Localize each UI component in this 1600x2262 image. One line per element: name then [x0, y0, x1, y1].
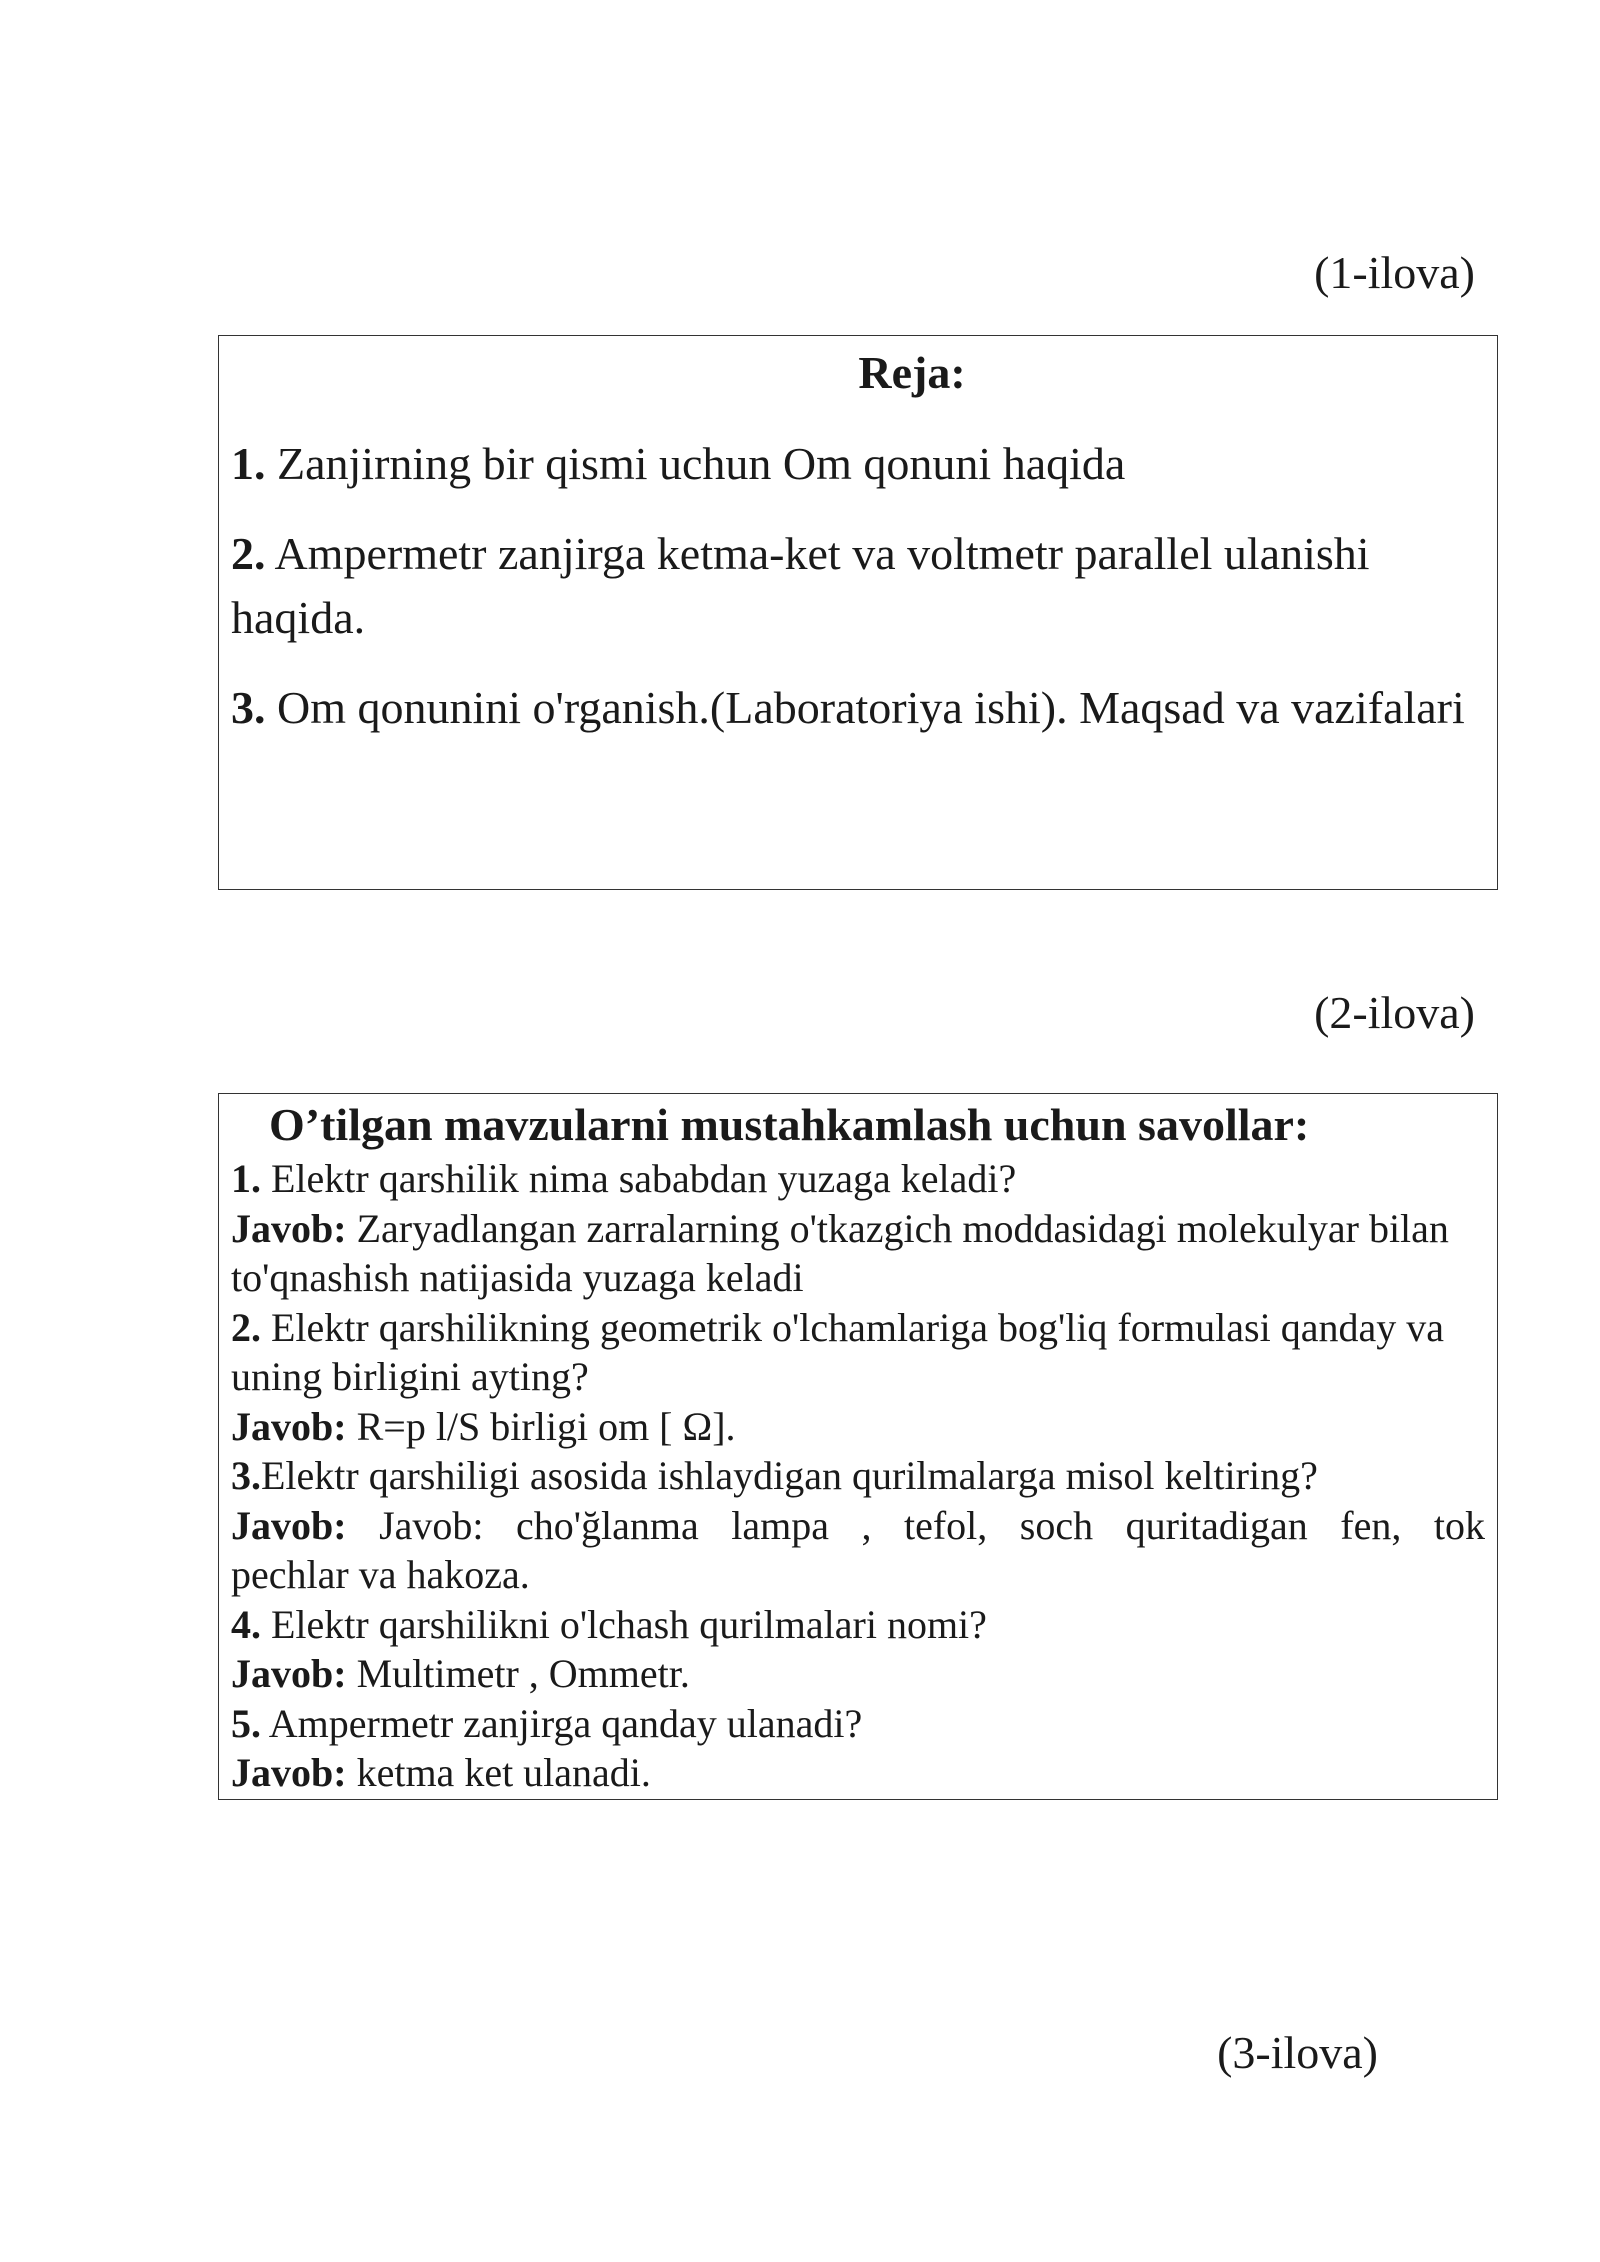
plan-item-number: 2. [231, 528, 266, 579]
plan-item-3 [231, 676, 1483, 740]
question-number: 3. [231, 1453, 261, 1498]
answer-label: Javob: [231, 1403, 347, 1449]
answer-label: Javob: [231, 1750, 347, 1795]
plan-item-text: Zanjirning bir qismi uchun Om qonuni haqida [265, 438, 1126, 489]
plan-item-text: Om qonunini o'rganish.(Laboratoriya ishi). Maqsad va vazifalari [265, 682, 1465, 733]
question-number: 1. [231, 1156, 261, 1201]
answer-5 [231, 1748, 1485, 1798]
answer-text: R=p l/S birligi om [ Ω]. [346, 1403, 736, 1449]
answer-text: Javob: cho'ğlanma lampa , tefol, soch quritadigan fen, tok [346, 1502, 1485, 1548]
plan-item-number: 3. [231, 682, 266, 733]
question-number: 4. [231, 1601, 261, 1647]
answer-3 [231, 1501, 1485, 1551]
answer-label: Javob: [231, 1651, 347, 1696]
question-number: 5. [231, 1700, 261, 1746]
question-text: Elektr qarshiligi asosida ishlaydigan qurilmalarga misol keltiring? [261, 1453, 1318, 1498]
question-text: Ampermetr zanjirga qanday ulanadi? [261, 1700, 863, 1746]
question-3 [231, 1451, 1485, 1501]
annex-3-label: (3-ilova) [1217, 2027, 1378, 2078]
answer-text: ketma ket ulanadi. [346, 1750, 651, 1795]
question-5 [231, 1699, 1485, 1749]
question-text: Elektr qarshilikni o'lchash qurilmalari nomi? [261, 1601, 987, 1647]
answer-text: Multimetr , Ommetr. [346, 1651, 690, 1696]
question-4 [231, 1600, 1485, 1650]
answer-4 [231, 1649, 1485, 1699]
question-2 [231, 1303, 1485, 1402]
plan-title: Reja: [858, 347, 966, 398]
answer-3-continued: pechlar va hakoza. [231, 1552, 530, 1597]
questions-title: O’tilgan mavzularni mustahkamlash uchun savollar: [269, 1099, 1310, 1150]
answer-text: Zaryadlangan zarralarning o'tkazgich moddasidagi molekulyar bilan to'qnashish natijasida yuzaga keladi [231, 1205, 1449, 1300]
answer-1 [231, 1204, 1485, 1303]
plan-item-text: Ampermetr zanjirga ketma-ket va voltmetr parallel ulanishi haqida. [231, 528, 1370, 643]
question-number: 2. [231, 1304, 261, 1350]
question-text: Elektr qarshilik nima sababdan yuzaga keladi? [261, 1156, 1017, 1201]
plan-item-2 [231, 522, 1483, 650]
plan-item-1 [231, 432, 1483, 496]
annex-1-label: (1-ilova) [1314, 247, 1475, 298]
answer-2 [231, 1402, 1485, 1452]
question-1 [231, 1154, 1485, 1204]
answer-label: Javob: [231, 1205, 347, 1251]
answer-label: Javob: [231, 1502, 347, 1548]
annex-2-label: (2-ilova) [1314, 987, 1475, 1038]
plan-box [218, 335, 1498, 890]
questions-box [218, 1093, 1498, 1800]
plan-item-number: 1. [231, 438, 266, 489]
question-text: Elektr qarshilikning geometrik o'lchamlariga bog'liq formulasi qanday va uning birligini ayting? [231, 1304, 1444, 1399]
